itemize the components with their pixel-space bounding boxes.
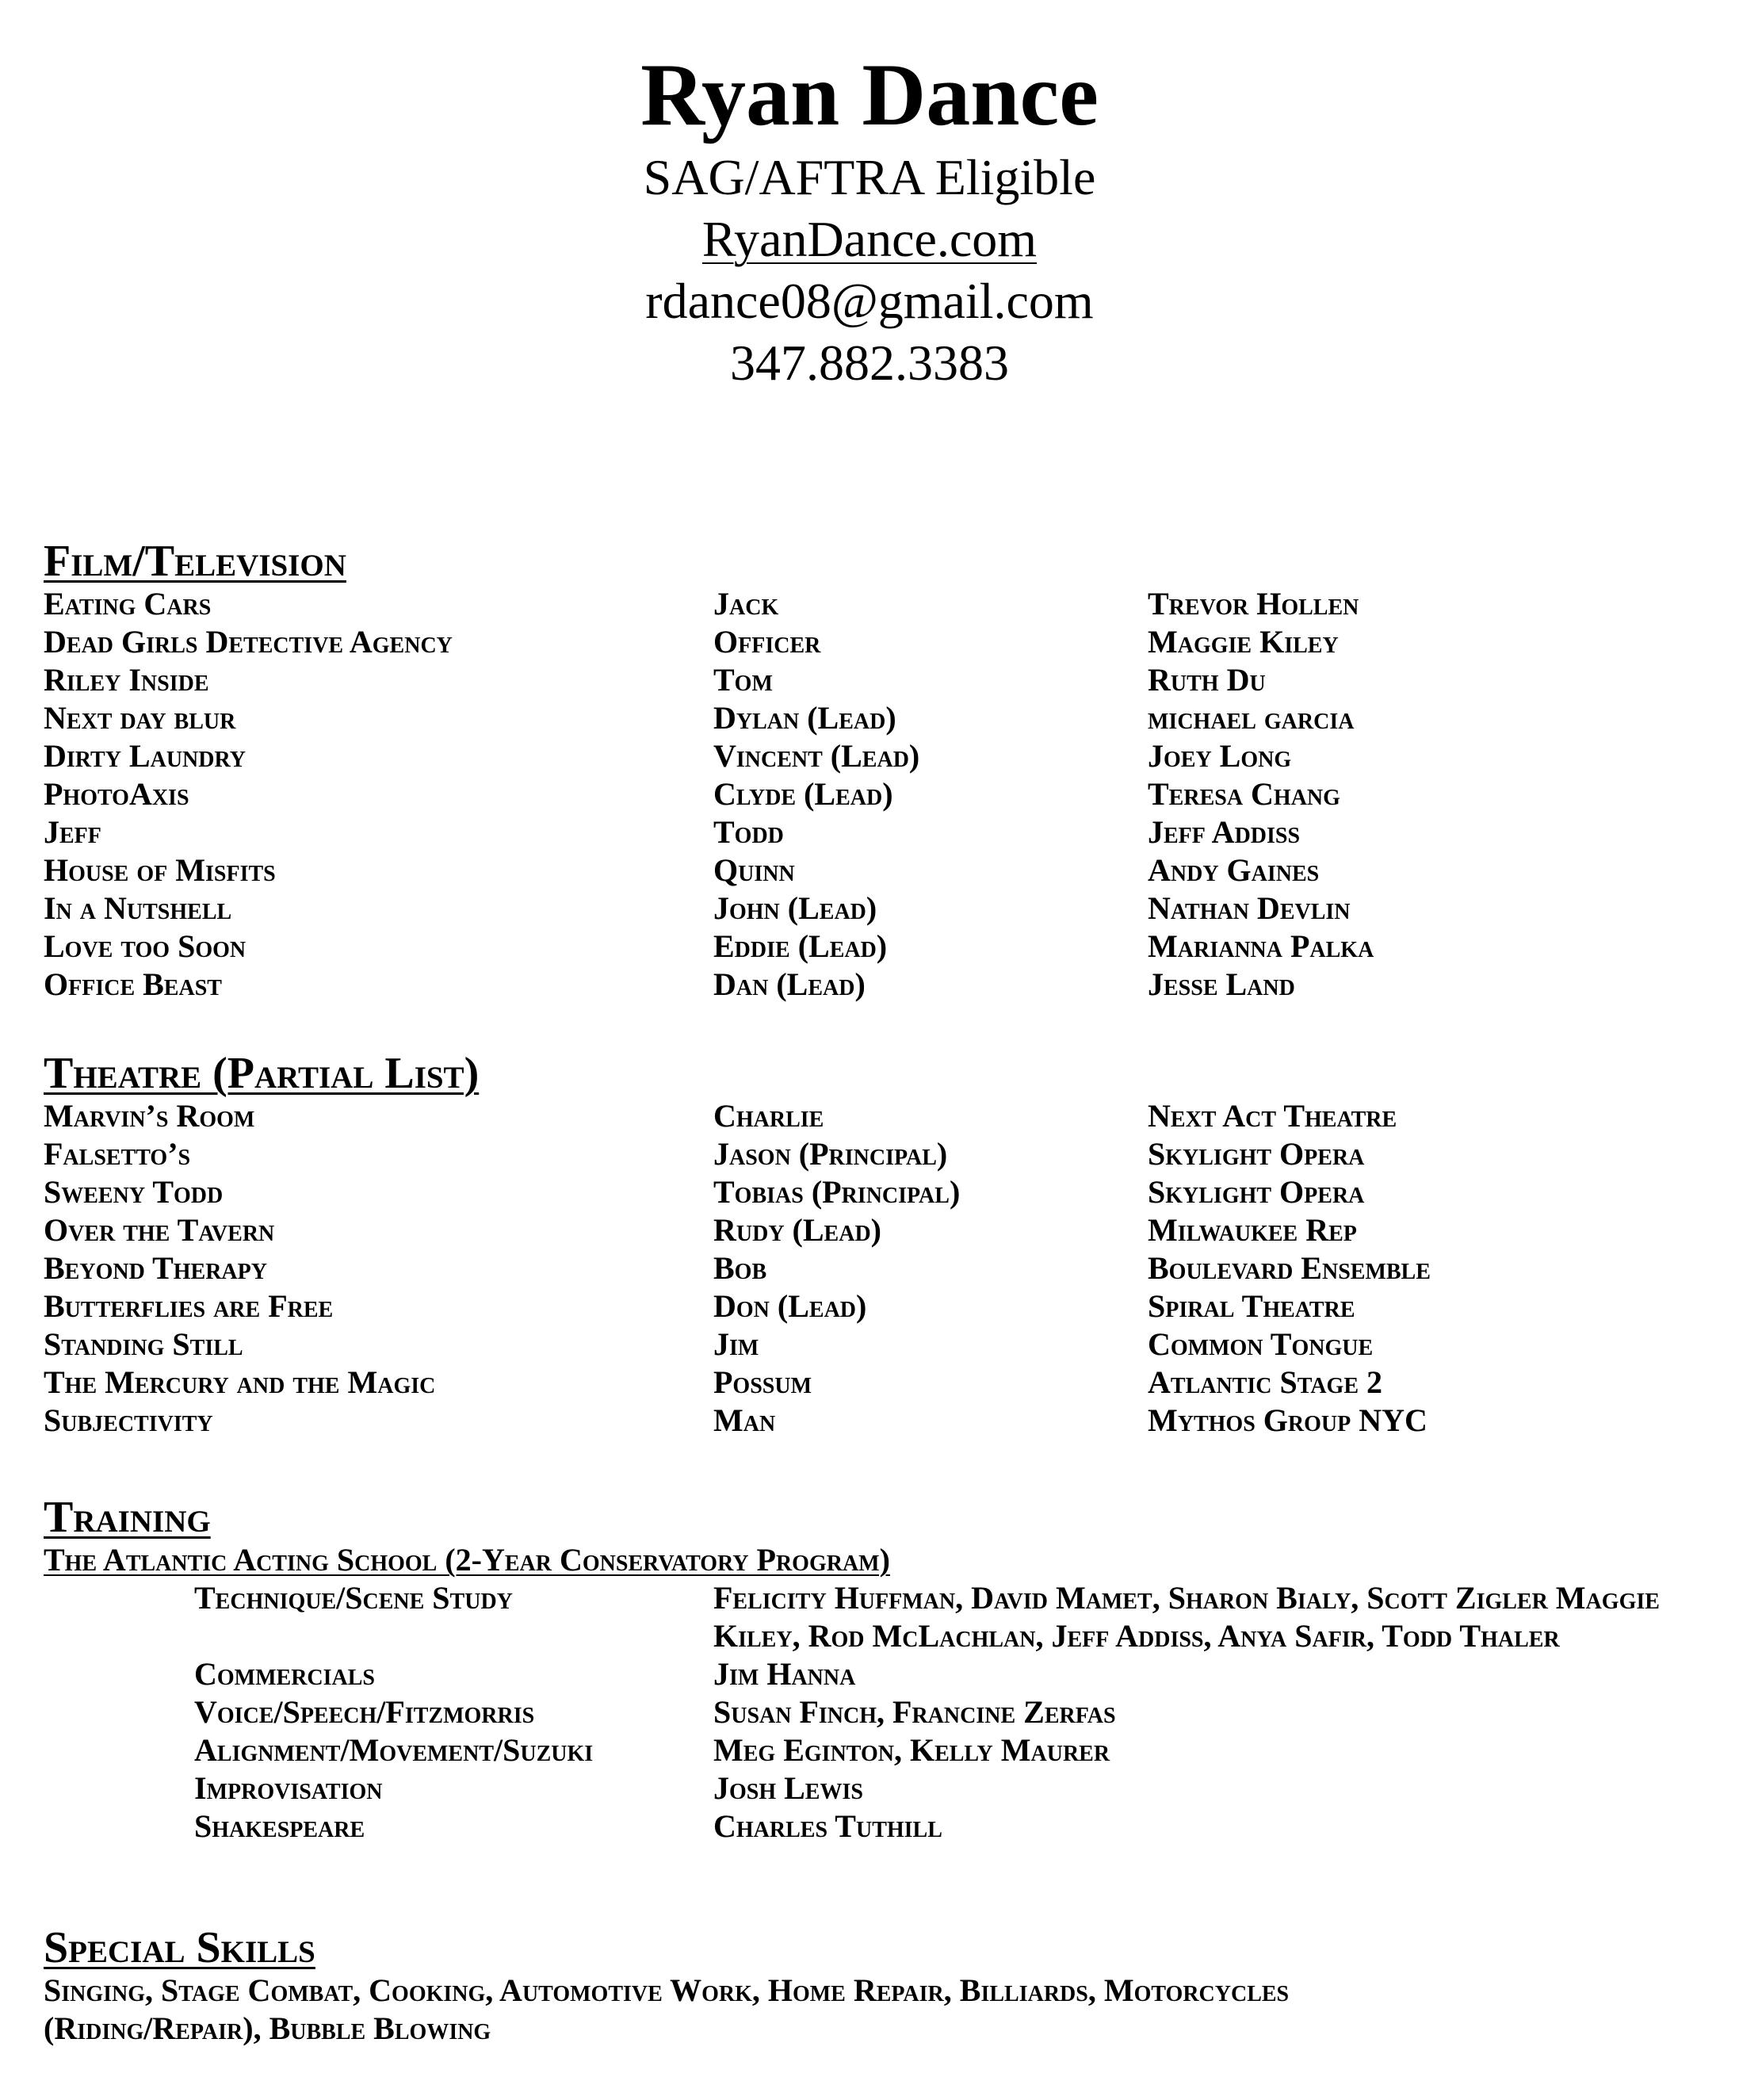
credit-director: Common Tongue	[1148, 1326, 1374, 1362]
phone-number: 347.882.3383	[730, 335, 1009, 391]
credit-role: Possum	[713, 1364, 812, 1400]
credit-director: Ruth Du	[1148, 662, 1266, 698]
credit-title: Sweeny Todd	[44, 1174, 224, 1210]
credit-title: Love too Soon	[44, 928, 247, 964]
credit-role: Charlie	[713, 1098, 824, 1134]
training-instructors: Susan Finch, Francine Zerfas	[713, 1694, 1116, 1730]
film-credit-row	[0, 661, 1739, 699]
credit-role: Officer	[713, 624, 821, 660]
skills-text: Singing, Stage Combat, Cooking, Automotive Work, Home Repair, Billiards, Motorcycles (Riding/Repair), Bubble Blowing	[44, 1972, 1290, 2046]
training-list	[0, 1579, 1739, 1846]
credit-director: Trevor Hollen	[1148, 586, 1359, 622]
skills-section-title: Special Skills	[44, 1923, 315, 1972]
training-instructors: Jim Hanna	[713, 1656, 856, 1692]
credit-title: The Mercury and the Magic	[44, 1364, 436, 1400]
credit-role: Tobias (Principal)	[713, 1174, 961, 1210]
training-subject: Improvisation	[194, 1770, 383, 1806]
credit-title: Dirty Laundry	[44, 738, 246, 774]
credit-title: Eating Cars	[44, 586, 212, 622]
credit-director: Skylight Opera	[1148, 1174, 1365, 1210]
theatre-credit-row	[0, 1402, 1739, 1440]
theatre-credit-row	[0, 1364, 1739, 1402]
film-credits-list	[0, 585, 1739, 1004]
actor-name: Ryan Dance	[640, 46, 1099, 144]
film-credit-row	[0, 623, 1739, 661]
credit-title: Next day blur	[44, 700, 236, 736]
theatre-section-title: Theatre (Partial List)	[44, 1049, 480, 1098]
training-school: The Atlantic Acting School (2-Year Conservatory Program)	[44, 1542, 890, 1578]
film-credit-row	[0, 737, 1739, 775]
credit-title: Subjectivity	[44, 1402, 213, 1438]
credit-director: michael garcia	[1148, 700, 1355, 736]
email-address: rdance08@gmail.com	[645, 273, 1094, 329]
credit-director: Milwaukee Rep	[1148, 1212, 1357, 1248]
credit-role: Rudy (Lead)	[713, 1212, 881, 1248]
credit-role: Vincent (Lead)	[713, 738, 920, 774]
film-credit-row	[0, 585, 1739, 623]
training-instructors: Charles Tuthill	[713, 1808, 942, 1844]
credit-director: Next Act Theatre	[1148, 1098, 1397, 1134]
credit-role: Man	[713, 1402, 776, 1438]
credit-role: Jason (Principal)	[713, 1136, 948, 1172]
credit-director: Teresa Chang	[1148, 776, 1340, 812]
credit-title: House of Misfits	[44, 852, 276, 888]
website-line	[0, 208, 1739, 270]
credit-role: John (Lead)	[713, 890, 877, 926]
training-instructors: Felicity Huffman, David Mamet, Sharon Bialy, Scott Zigler Maggie Kiley, Rod McLachlan, Jeff Addiss, Anya Safir, Todd Thaler	[713, 1580, 1660, 1654]
training-row	[0, 1579, 1739, 1655]
credit-title: Falsetto’s	[44, 1136, 191, 1172]
film-credit-row	[0, 851, 1739, 889]
credit-title: Marvin’s Room	[44, 1098, 255, 1134]
training-instructors: Meg Eginton, Kelly Maurer	[713, 1732, 1110, 1768]
training-subject: Shakespeare	[194, 1808, 365, 1844]
training-instructors: Josh Lewis	[713, 1770, 863, 1806]
theatre-credit-row	[0, 1135, 1739, 1173]
training-subject: Commercials	[194, 1656, 376, 1692]
theatre-credit-row	[0, 1211, 1739, 1249]
training-row	[0, 1769, 1739, 1807]
film-credit-row	[0, 966, 1739, 1004]
credit-director: Spiral Theatre	[1148, 1288, 1355, 1324]
credit-director: Jeff Addiss	[1148, 814, 1301, 850]
film-credit-row	[0, 889, 1739, 928]
credit-director: Jesse Land	[1148, 966, 1295, 1002]
theatre-credit-row	[0, 1325, 1739, 1364]
credit-role: Todd	[713, 814, 784, 850]
training-section-title: Training	[44, 1493, 211, 1542]
credit-title: Over the Tavern	[44, 1212, 275, 1248]
credit-director: Marianna Palka	[1148, 928, 1374, 964]
credit-role: Quinn	[713, 852, 795, 888]
credit-role: Jim	[713, 1326, 759, 1362]
credit-role: Eddie (Lead)	[713, 928, 888, 964]
credit-director: Joey Long	[1148, 738, 1292, 774]
theatre-credit-row	[0, 1249, 1739, 1287]
credit-title: Dead Girls Detective Agency	[44, 624, 453, 660]
credit-role: Tom	[713, 662, 773, 698]
training-subject: Voice/Speech/Fitzmorris	[194, 1694, 535, 1730]
film-credit-row	[0, 699, 1739, 737]
credit-title: Standing Still	[44, 1326, 243, 1362]
credit-director: Mythos Group NYC	[1148, 1402, 1428, 1438]
credit-title: Jeff	[44, 814, 101, 850]
theatre-credit-row	[0, 1287, 1739, 1325]
credit-director: Skylight Opera	[1148, 1136, 1365, 1172]
resume-header	[0, 44, 1739, 394]
film-credit-row	[0, 813, 1739, 851]
theatre-credit-row	[0, 1173, 1739, 1211]
credit-director: Atlantic Stage 2	[1148, 1364, 1382, 1400]
credit-director: Nathan Devlin	[1148, 890, 1351, 926]
credit-director: Boulevard Ensemble	[1148, 1250, 1431, 1286]
credit-title: In a Nutshell	[44, 890, 232, 926]
credit-title: Office Beast	[44, 966, 222, 1002]
theatre-credits-list	[0, 1097, 1739, 1440]
credit-director: Maggie Kiley	[1148, 624, 1339, 660]
website-link[interactable]: RyanDance.com	[701, 211, 1038, 267]
training-row	[0, 1693, 1739, 1731]
union-status: SAG/AFTRA Eligible	[643, 149, 1096, 205]
theatre-credit-row	[0, 1097, 1739, 1135]
training-subject: Technique/Scene Study	[194, 1580, 513, 1616]
credit-role: Bob	[713, 1250, 767, 1286]
training-row	[0, 1655, 1739, 1693]
training-row	[0, 1731, 1739, 1769]
credit-director: Andy Gaines	[1148, 852, 1320, 888]
credit-role: Jack	[713, 586, 779, 622]
credit-title: Butterflies are Free	[44, 1288, 334, 1324]
credit-role: Dan (Lead)	[713, 966, 866, 1002]
training-subject: Alignment/Movement/Suzuki	[194, 1732, 594, 1768]
credit-title: PhotoAxis	[44, 776, 189, 812]
film-section-title: Film/Television	[44, 537, 346, 586]
film-credit-row	[0, 775, 1739, 813]
credit-role: Clyde (Lead)	[713, 776, 893, 812]
film-credit-row	[0, 928, 1739, 966]
training-row	[0, 1807, 1739, 1846]
credit-title: Riley Inside	[44, 662, 209, 698]
credit-title: Beyond Therapy	[44, 1250, 267, 1286]
credit-role: Dylan (Lead)	[713, 700, 896, 736]
credit-role: Don (Lead)	[713, 1288, 867, 1324]
